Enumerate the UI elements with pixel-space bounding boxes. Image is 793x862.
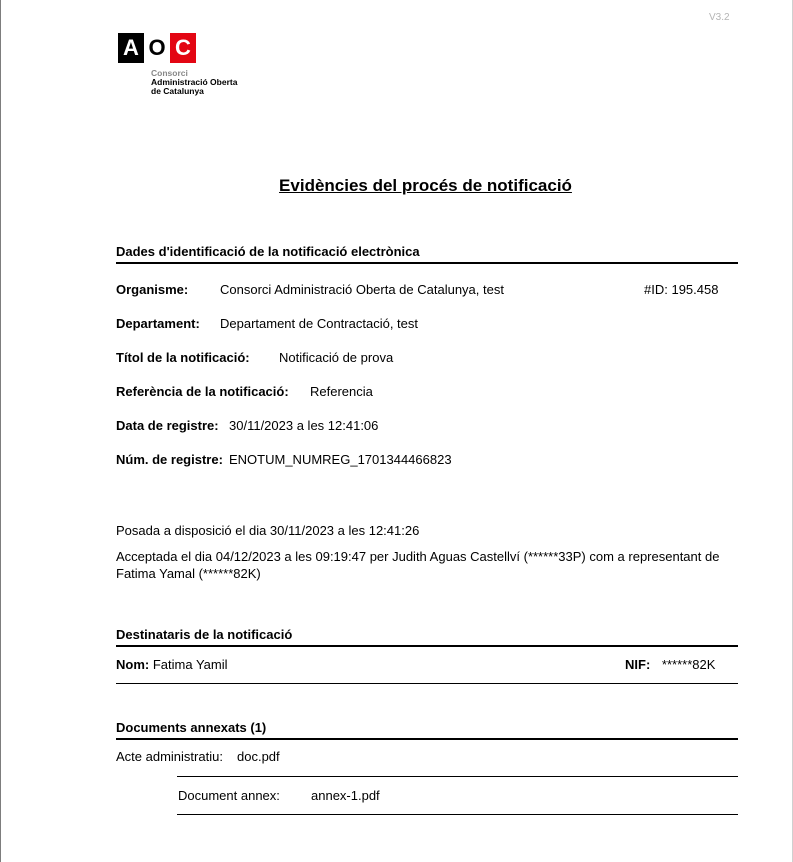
documents-heading: Documents annexats (1) <box>116 720 267 735</box>
num-registre-label: Núm. de registre: <box>116 452 223 467</box>
logo-letter-o: O <box>144 33 170 63</box>
logo-line-3: de Catalunya <box>151 86 204 96</box>
acte-value: doc.pdf <box>237 749 280 764</box>
id-label: #ID: <box>644 282 668 297</box>
recipients-bottom-rule <box>116 683 738 684</box>
acte-label: Acte administratiu: <box>116 749 223 764</box>
logo-blocks <box>118 33 196 63</box>
posada-text: Posada a disposició el dia 30/11/2023 a les 12:41:26 <box>116 523 420 538</box>
referencia-row <box>116 384 289 399</box>
logo-subtitle <box>151 69 237 96</box>
referencia-label: Referència de la notificació: <box>116 384 289 399</box>
logo-letter-c: C <box>170 33 196 63</box>
departament-label: Departament: <box>116 316 200 331</box>
annex-rule <box>177 814 738 815</box>
data-registre-label: Data de registre: <box>116 418 219 433</box>
recipient-nom-value: Fatima Yamil <box>152 657 228 672</box>
titol-row <box>116 350 250 365</box>
recipients-heading: Destinataris de la notificació <box>116 627 293 642</box>
titol-value: Notificació de prova <box>279 350 394 365</box>
id-field <box>644 282 718 297</box>
recipient-nif-value: ******82K <box>661 657 716 672</box>
organisme-row <box>116 282 188 297</box>
recipient-nom-label: Nom: <box>116 657 150 672</box>
recipient-row <box>116 657 228 672</box>
titol-label: Títol de la notificació: <box>116 350 250 365</box>
organisme-value: Consorci Administració Oberta de Catalunya, test <box>220 282 504 297</box>
page-left-border <box>0 0 1 862</box>
data-registre-value: 30/11/2023 a les 12:41:06 <box>229 418 379 433</box>
annex-value: annex-1.pdf <box>311 788 380 803</box>
annex-label: Document annex: <box>178 788 280 803</box>
num-registre-value: ENOTUM_NUMREG_1701344466823 <box>229 452 452 467</box>
recipients-rule <box>116 645 738 647</box>
num-registre-row <box>116 452 223 467</box>
id-value: 195.458 <box>671 282 719 297</box>
version-label: V3.2 <box>709 12 730 23</box>
departament-row <box>116 316 200 331</box>
aoc-logo <box>118 33 238 96</box>
acte-rule <box>177 776 738 777</box>
document-title: Evidències del procés de notificació <box>279 176 572 195</box>
recipient-nif <box>625 657 715 672</box>
organisme-label: Organisme: <box>116 282 189 297</box>
logo-line-2: Administració Oberta <box>151 77 238 87</box>
departament-value: Departament de Contractació, test <box>220 316 418 331</box>
documents-rule <box>116 738 738 740</box>
identification-rule <box>116 262 738 264</box>
identification-heading: Dades d'identificació de la notificació electrònica <box>116 244 420 259</box>
data-registre-row <box>116 418 219 433</box>
recipient-nif-label: NIF: <box>625 657 651 672</box>
referencia-value: Referencia <box>310 384 373 399</box>
logo-line-1: Consorci <box>151 68 188 78</box>
logo-letter-a: A <box>118 33 144 63</box>
acceptada-text: Acceptada el dia 04/12/2023 a les 09:19:47 per Judith Aguas Castellví (******33P) com a representant de Fatima Yamal (******82K) <box>116 549 720 581</box>
